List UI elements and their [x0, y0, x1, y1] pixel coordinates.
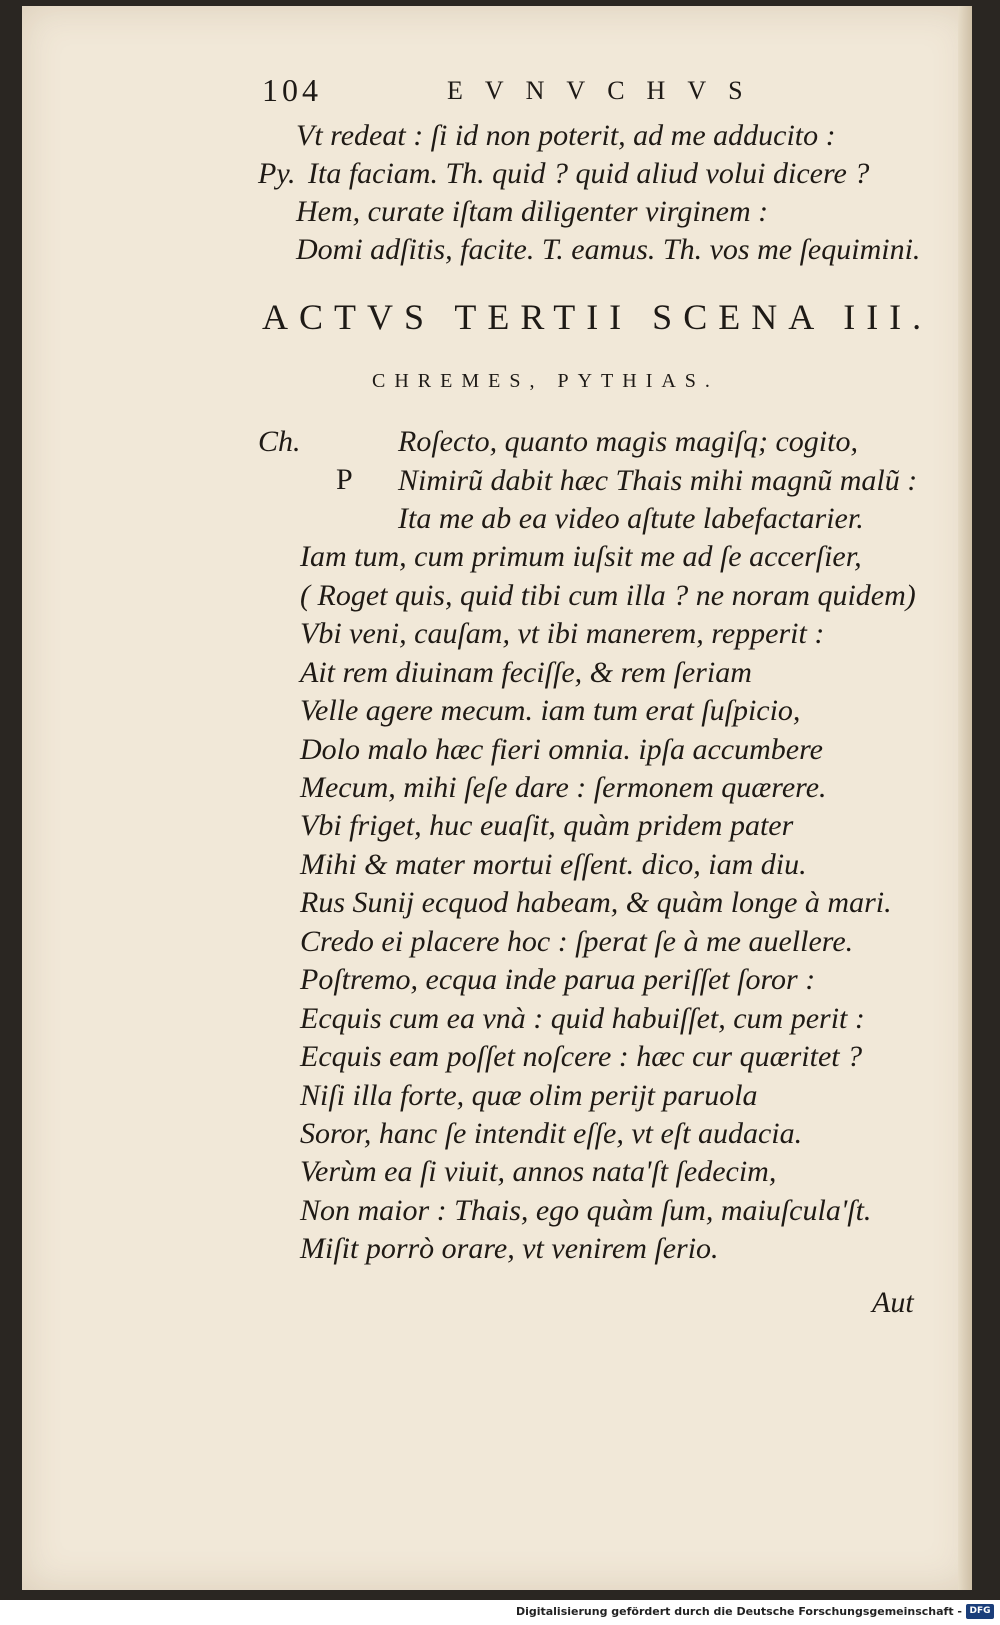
verse-text: Miſit porrò orare, vt venirem ſerio. [300, 1232, 719, 1265]
verse-text: Mecum, mihi ſeſe dare : ſermonem quærere. [300, 771, 827, 804]
act-title: ACTVS TERTII SCENA III. [262, 297, 933, 337]
verse-line [0, 922, 1000, 962]
verse-line [0, 806, 1000, 846]
verse-line [0, 883, 1000, 923]
verse-text: Non maior : Thais, ego quàm ſum, maiuſcula'ſt. [300, 1194, 872, 1227]
verse-text: Vt redeat : ſi id non poterit, ad me adducito : [296, 119, 836, 152]
page-number: 104 [262, 72, 322, 108]
verse-line [0, 576, 1000, 616]
verse-text: ( Roget quis, quid tibi cum illa ? ne noram quidem) [300, 579, 916, 612]
verse-text: Mihi & mater mortui eſſent. dico, iam diu. [300, 848, 807, 881]
verse-text: Soror, hanc ſe intendit eſſe, vt eſt audacia. [300, 1117, 803, 1150]
verse-line [0, 461, 1000, 501]
verse-text: Hem, curate iſtam diligenter virginem : [296, 195, 769, 228]
verse-line [0, 653, 1000, 693]
character-list: CHREMES, PYTHIAS. [372, 370, 719, 392]
verse-text: Ecquis cum ea vnà : quid habuiſſet, cum perit : [300, 1002, 865, 1035]
verse-line [0, 999, 1000, 1039]
verse-line [0, 422, 1000, 462]
verse-text: Niſi illa forte, quæ olim perijt paruola [300, 1079, 758, 1112]
verse-line [0, 154, 1000, 194]
verse-text: Ait rem diuinam feciſſe, & rem ſeriam [300, 656, 752, 689]
speaker-label: Py. [258, 157, 296, 190]
verse-text: Velle agere mecum. iam tum erat ſuſpicio, [300, 694, 801, 727]
verse-line [0, 1229, 1000, 1269]
verse-text: Ecquis eam poſſet noſcere : hæc cur quæritet ? [300, 1040, 863, 1073]
verse-text: Iam tum, cum primum iuſsit me ad ſe accerſier, [300, 540, 862, 573]
page-header [262, 72, 782, 112]
verse-line [0, 1076, 1000, 1116]
verse-line [0, 1152, 1000, 1192]
verse-line [0, 537, 1000, 577]
verse-text: Credo ei placere hoc : ſperat ſe à me auellere. [300, 925, 854, 958]
footer-bar [0, 1600, 1000, 1625]
verse-text: Rus Sunij ecquod habeam, & quàm longe à mari. [300, 886, 892, 919]
verse-line [0, 192, 1000, 232]
verse-line [0, 116, 1000, 156]
verse-line [0, 1191, 1000, 1231]
speaker-initial: P [336, 463, 353, 496]
verse-text: Vbi friget, huc euaſit, quàm pridem pater [300, 809, 794, 842]
verse-line [0, 845, 1000, 885]
verse-text: Ita me ab ea video aſtute labefactarier. [398, 502, 864, 535]
verse-line [0, 1114, 1000, 1154]
verse-text: Vbi veni, cauſam, vt ibi manerem, repperit : [300, 617, 825, 650]
verse-line [0, 230, 1000, 270]
verse-line [0, 499, 1000, 539]
speaker-label: Ch. [258, 425, 301, 458]
dfg-logo-icon: DFG [966, 1604, 994, 1619]
verse-text: Domi adſitis, facite. T. eamus. Th. vos me ſequimini. [296, 233, 921, 266]
verse-text: Nimirũ dabit hæc Thais mihi magnũ malũ : [398, 464, 918, 497]
verse-text: Ita faciam. Th. quid ? quid aliud volui dicere ? [308, 157, 870, 190]
verse-line [0, 691, 1000, 731]
verse-line [0, 768, 1000, 808]
verse-line [0, 614, 1000, 654]
verse-text: Dolo malo hæc fieri omnia. ipſa accumbere [300, 733, 823, 766]
digitization-credit: Digitalisierung gefördert durch die Deutsche Forschungsgemeinschaft - [515, 1605, 962, 1618]
verse-text: Roſecto, quanto magis magiſq; cogito, [398, 425, 858, 458]
verse-text: Verùm ea ſi viuit, annos nata'ſt ſedecim, [300, 1155, 777, 1188]
verse-line [0, 960, 1000, 1000]
running-title: EVNVCHVS [447, 76, 765, 105]
verse-text: Poſtremo, ecqua inde parua periſſet ſoror : [300, 963, 816, 996]
verse-line [0, 730, 1000, 770]
catch-word: Aut [872, 1286, 914, 1319]
verse-line [0, 1037, 1000, 1077]
